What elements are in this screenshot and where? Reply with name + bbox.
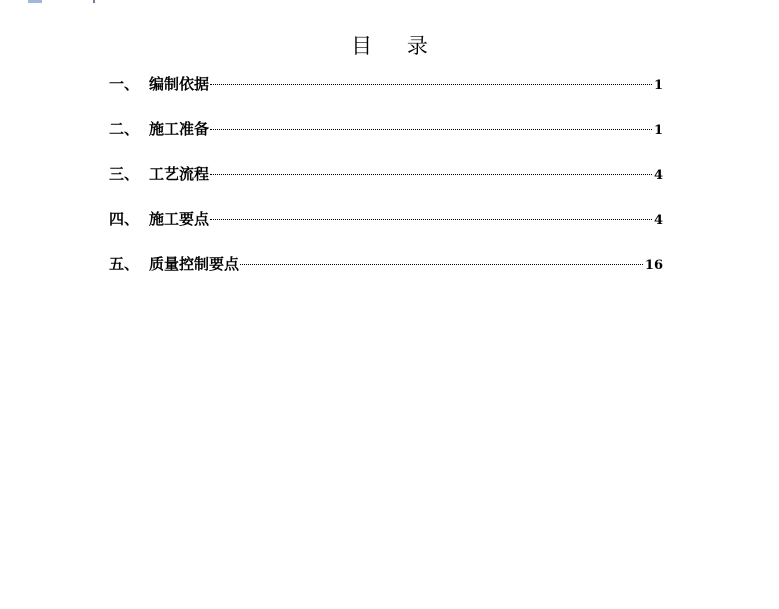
- toc-entry-number: 五、: [109, 255, 140, 273]
- toc-dot-leader: [210, 84, 652, 85]
- toc-entry-title: 质量控制要点: [149, 255, 240, 273]
- toc-entry[interactable]: [109, 73, 663, 118]
- toc-entry-number: 二、: [109, 120, 140, 138]
- toc-entry-title: 施工准备: [149, 120, 210, 138]
- toc-dot-leader: [240, 264, 643, 265]
- toc-dot-leader: [210, 174, 652, 175]
- toc-entry-title: 工艺流程: [149, 165, 210, 183]
- top-edge-mark: [93, 0, 95, 3]
- toc-dot-leader: [210, 129, 652, 130]
- toc-entry-page: 1: [653, 123, 663, 138]
- table-of-contents: [109, 73, 663, 298]
- toc-entry-page: 16: [644, 258, 663, 273]
- toc-entry[interactable]: [109, 163, 663, 208]
- toc-entry-page: 4: [653, 213, 663, 228]
- toc-entry-title: 施工要点: [149, 210, 210, 228]
- top-edge-mark: [28, 0, 42, 3]
- toc-entry[interactable]: [109, 253, 663, 298]
- page-title: 目 录: [351, 34, 442, 59]
- toc-entry[interactable]: [109, 118, 663, 163]
- toc-entry-title: 编制依据: [149, 75, 210, 93]
- toc-entry-number: 四、: [109, 210, 140, 228]
- toc-entry-number: 三、: [109, 165, 140, 183]
- toc-entry-number: 一、: [109, 75, 140, 93]
- toc-dot-leader: [210, 219, 652, 220]
- toc-entry-page: 4: [653, 168, 663, 183]
- toc-entry[interactable]: [109, 208, 663, 253]
- toc-entry-page: 1: [653, 78, 663, 93]
